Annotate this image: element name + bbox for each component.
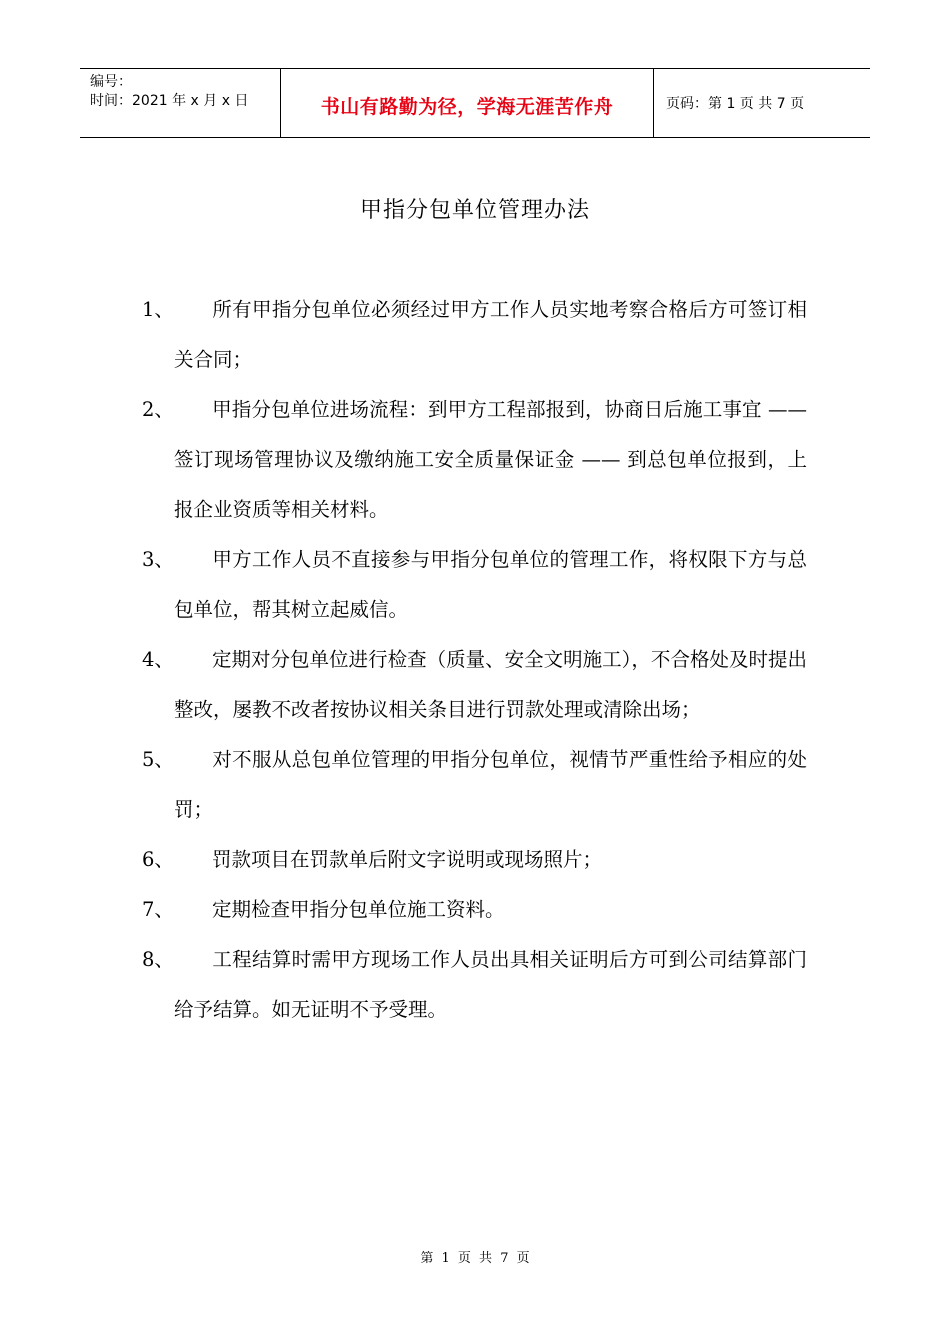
document-header [80,68,870,138]
item-number: 4、 [142,648,174,671]
item-number: 1、 [142,298,174,321]
item-text: 定期对分包单位进行检查（质量、安全文明施工），不合格处及时提出整改，屡教不改者按协议相关条目进行罚款处理或清除出场； [174,648,807,721]
page-footer: 第 1 页 共 7 页 [420,1251,530,1266]
list-item [142,885,807,935]
list-item [142,935,807,1035]
header-page-cell [654,69,870,137]
item-number: 3、 [142,548,174,571]
time-label: 时间：2021 年 x 月 x 日 [90,93,249,109]
item-text: 甲指分包单位进场流程：到甲方工程部报到，协商日后施工事宜 —— 签订现场管理协议及缴纳施工安全质量保证金 —— 到总包单位报到，上报企业资质等相关材料。 [174,398,807,521]
item-text: 甲方工作人员不直接参与甲指分包单位的管理工作，将权限下方与总包单位，帮其树立起威信。 [174,548,807,621]
list-item [142,635,807,735]
item-text: 定期检查甲指分包单位施工资料。 [212,898,505,921]
code-label: 编号： [90,74,132,90]
item-text: 所有甲指分包单位必须经过甲方工作人员实地考察合格后方可签订相关合同； [174,298,807,371]
rules-list [142,285,807,1035]
item-number: 8、 [142,948,174,971]
item-number: 2、 [142,398,174,421]
list-item [142,735,807,835]
header-motto-cell [281,69,654,137]
header-meta [80,69,281,137]
item-text: 对不服从总包单位管理的甲指分包单位，视情节严重性给予相应的处罚； [174,748,807,821]
item-text: 罚款项目在罚款单后附文字说明或现场照片； [212,848,603,871]
item-number: 6、 [142,848,174,871]
list-item [142,835,807,885]
item-text: 工程结算时需甲方现场工作人员出具相关证明后方可到公司结算部门给予结算。如无证明不予受理。 [174,948,807,1021]
document-title: 甲指分包单位管理办法 [359,198,590,223]
list-item [142,285,807,385]
list-item [142,535,807,635]
page-info: 页码：第 1 页 共 7 页 [666,96,805,112]
item-number: 5、 [142,748,174,771]
list-item [142,385,807,535]
motto: 书山有路勤为径，学海无涯苦作舟 [320,95,614,118]
item-number: 7、 [142,898,174,921]
